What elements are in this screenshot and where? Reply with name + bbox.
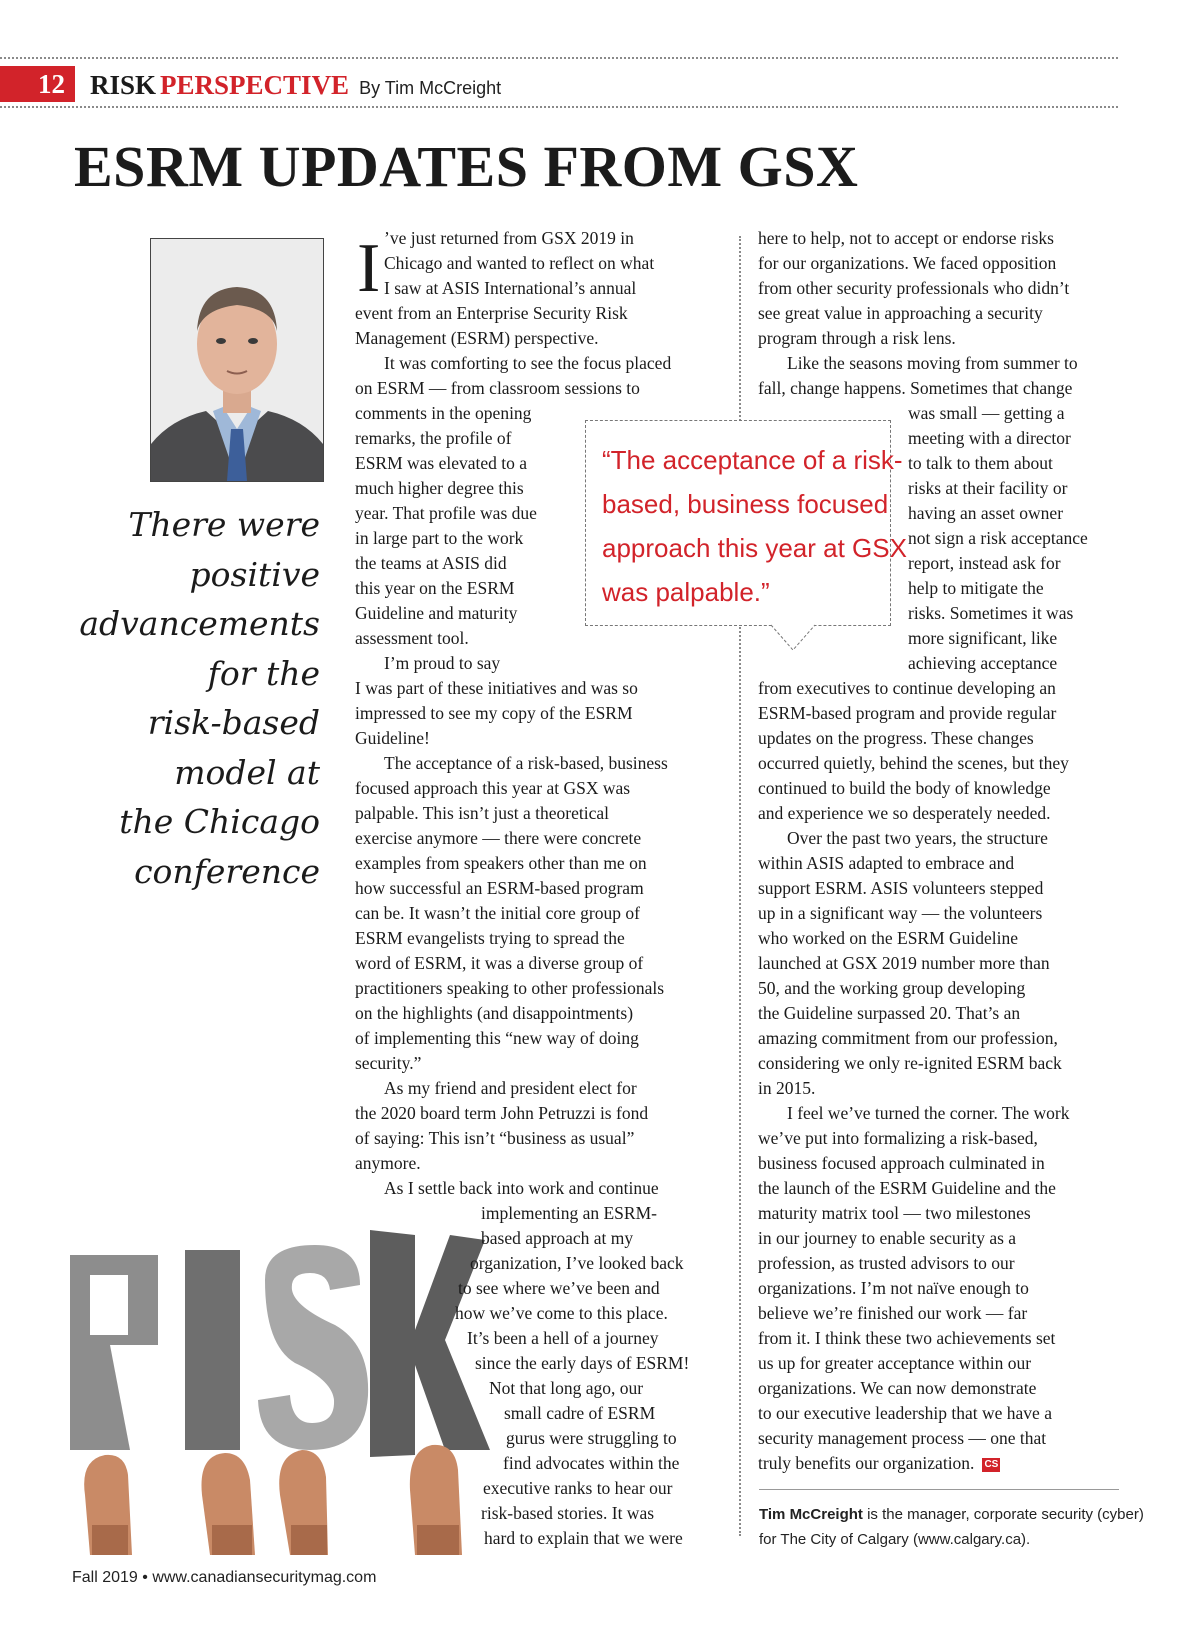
body-line: having an asset owner bbox=[908, 503, 1064, 523]
body-line: continued to build the body of knowledge bbox=[758, 778, 1051, 798]
body-line: see great value in approaching a security bbox=[758, 303, 1043, 323]
pull-quote-line: risk-based bbox=[147, 703, 320, 742]
body-line: profession, as trusted advisors to our bbox=[758, 1253, 1015, 1273]
body-line: Not that long ago, our bbox=[489, 1378, 644, 1398]
body-line: examples from speakers other than me on bbox=[355, 853, 647, 873]
body-line: was small — getting a bbox=[908, 403, 1065, 423]
body-line: support ESRM. ASIS volunteers stepped bbox=[758, 878, 1044, 898]
body-line: Chicago and wanted to reflect on what bbox=[384, 253, 655, 273]
body-line bbox=[758, 1451, 1088, 1476]
header-top-rule bbox=[0, 57, 1118, 59]
body-line: assessment tool. bbox=[355, 628, 469, 648]
body-line: anymore. bbox=[355, 1153, 421, 1173]
body-line: Over the past two years, the structure bbox=[787, 828, 1048, 848]
body-line: exercise anymore — there were concrete bbox=[355, 828, 642, 848]
author-photo bbox=[150, 238, 324, 482]
body-line: executive ranks to hear our bbox=[483, 1478, 673, 1498]
body-line: Guideline and maturity bbox=[355, 603, 518, 623]
body-line: much higher degree this bbox=[355, 478, 524, 498]
byline: By Tim McCreight bbox=[359, 78, 502, 98]
bio-name: Tim McCreight bbox=[759, 1506, 863, 1523]
body-line: palpable. This isn’t just a theoretical bbox=[355, 803, 610, 823]
body-line: meeting with a director bbox=[908, 428, 1071, 448]
body-line: ESRM evangelists trying to spread the bbox=[355, 928, 625, 948]
header-bottom-rule bbox=[0, 106, 1118, 108]
body-line: in large part to the work bbox=[355, 528, 524, 548]
body-line: believe we’re finished our work — far bbox=[758, 1303, 1028, 1323]
body-line: can be. It wasn’t the initial core group of bbox=[355, 903, 640, 923]
body-line: based approach at my bbox=[481, 1228, 634, 1248]
body-line: updates on the progress. These changes bbox=[758, 728, 1034, 748]
body-line: gurus were struggling to bbox=[506, 1428, 677, 1448]
author-bio bbox=[759, 1502, 1144, 1552]
pull-quote-line: positive bbox=[189, 554, 320, 594]
body-column-2 bbox=[758, 226, 1088, 1476]
article-title: ESRM UPDATES FROM GSX bbox=[74, 134, 859, 199]
end-mark-logo: CS bbox=[984, 1459, 999, 1470]
page-footer: Fall 2019 • www.canadiansecuritymag.com bbox=[72, 1569, 377, 1586]
body-line: the 2020 board term John Petruzzi is fond bbox=[355, 1103, 649, 1123]
callout-line: “The acceptance of a risk- bbox=[602, 445, 903, 475]
body-line: year. That profile was due bbox=[355, 503, 537, 523]
body-line: Management (ESRM) perspective. bbox=[355, 328, 599, 348]
body-line: this year on the ESRM bbox=[355, 578, 515, 598]
body-line: launched at GSX 2019 number more than bbox=[758, 953, 1050, 973]
body-line: It’s been a hell of a journey bbox=[467, 1328, 659, 1348]
body-line: practitioners speaking to other professionals bbox=[355, 978, 665, 998]
pull-quote-line: conference bbox=[134, 851, 320, 891]
body-line: from other security professionals who didn’t bbox=[758, 278, 1070, 298]
body-line: I’m proud to say bbox=[384, 653, 501, 673]
bio-line-2: for The City of Calgary (www.calgary.ca). bbox=[759, 1531, 1031, 1548]
body-line: for our organizations. We faced opposition bbox=[758, 253, 1057, 273]
body-line: 50, and the working group developing bbox=[758, 978, 1026, 998]
body-line: small cadre of ESRM bbox=[504, 1403, 656, 1423]
body-line: on ESRM — from classroom sessions to bbox=[355, 378, 640, 398]
body-line: amazing commitment from our profession, bbox=[758, 1028, 1058, 1048]
body-line: I saw at ASIS International’s annual bbox=[384, 278, 637, 298]
pull-quote bbox=[70, 500, 320, 896]
body-line: security.” bbox=[355, 1053, 422, 1073]
body-line: here to help, not to accept or endorse risks bbox=[758, 228, 1054, 248]
body-line: from executives to continue developing an bbox=[758, 678, 1056, 698]
pull-quote-line: There were bbox=[128, 505, 320, 544]
body-line: Like the seasons moving from summer to bbox=[787, 353, 1078, 373]
body-line: impressed to see my copy of the ESRM bbox=[355, 703, 633, 723]
body-line: Guideline! bbox=[355, 728, 430, 748]
body-line: to see where we’ve been and bbox=[458, 1278, 660, 1298]
section-word-risk: RISK bbox=[90, 70, 157, 100]
body-line: ’ve just returned from GSX 2019 in bbox=[384, 228, 634, 248]
body-line: on the highlights (and disappointments) bbox=[355, 1003, 634, 1023]
body-line: the Guideline surpassed 20. That’s an bbox=[758, 1003, 1021, 1023]
body-line: organization, I’ve looked back bbox=[470, 1253, 684, 1273]
body-line: event from an Enterprise Security Risk bbox=[355, 303, 628, 323]
body-line: hard to explain that we were bbox=[484, 1528, 683, 1548]
body-line: us up for greater acceptance within our bbox=[758, 1353, 1032, 1373]
body-line: how we’ve come to this place. bbox=[455, 1303, 668, 1323]
body-line: achieving acceptance bbox=[908, 653, 1058, 673]
body-line: security management process — one that bbox=[758, 1428, 1047, 1448]
body-line: ESRM-based program and provide regular bbox=[758, 703, 1057, 723]
body-line: occurred quietly, behind the scenes, but they bbox=[758, 753, 1069, 773]
body-line: As my friend and president elect for bbox=[384, 1078, 637, 1098]
body-line: who worked on the ESRM Guideline bbox=[758, 928, 1019, 948]
body-line: risks at their facility or bbox=[908, 478, 1068, 498]
body-line: maturity matrix tool — two milestones bbox=[758, 1203, 1031, 1223]
body-line: to our executive leadership that we have a bbox=[758, 1403, 1052, 1423]
body-line: to talk to them about bbox=[908, 453, 1053, 473]
body-line: in 2015. bbox=[758, 1078, 816, 1098]
body-line: comments in the opening bbox=[355, 403, 532, 423]
body-line: fall, change happens. Sometimes that change bbox=[758, 378, 1073, 398]
body-line: program through a risk lens. bbox=[758, 328, 956, 348]
body-line: I was part of these initiatives and was so bbox=[355, 678, 638, 698]
body-line: ESRM was elevated to a bbox=[355, 453, 528, 473]
body-line: The acceptance of a risk-based, business bbox=[384, 753, 668, 773]
bio-line-1 bbox=[759, 1502, 1144, 1527]
pull-quote-line: advancements bbox=[79, 604, 320, 643]
body-line: find advocates within the bbox=[503, 1453, 680, 1473]
body-line: how successful an ESRM-based program bbox=[355, 878, 644, 898]
body-line: we’ve put into formalizing a risk-based, bbox=[758, 1128, 1038, 1148]
body-line-text: truly benefits our organization. bbox=[758, 1453, 975, 1473]
body-line: up in a significant way — the volunteers bbox=[758, 903, 1043, 923]
pull-quote-line: model at bbox=[174, 752, 320, 792]
body-line: within ASIS adapted to embrace and bbox=[758, 853, 1015, 873]
body-line: remarks, the profile of bbox=[355, 428, 512, 448]
pull-quote-line: for the bbox=[207, 653, 320, 693]
body-line: and experience we so desperately needed. bbox=[758, 803, 1051, 823]
body-line: It was comforting to see the focus placed bbox=[384, 353, 672, 373]
body-line: risks. Sometimes it was bbox=[908, 603, 1074, 623]
callout-line: was palpable.” bbox=[602, 577, 770, 607]
body-line: organizations. We can now demonstrate bbox=[758, 1378, 1037, 1398]
body-line: since the early days of ESRM! bbox=[475, 1353, 690, 1373]
drop-cap: I bbox=[357, 230, 381, 307]
body-line: of implementing this “new way of doing bbox=[355, 1028, 639, 1048]
body-line: risk-based stories. It was bbox=[481, 1503, 655, 1523]
pull-quote-line: the Chicago bbox=[119, 802, 320, 841]
body-line: from it. I think these two achievements set bbox=[758, 1328, 1056, 1348]
body-line: of saying: This isn’t “business as usual” bbox=[355, 1128, 635, 1148]
body-line: not sign a risk acceptance bbox=[908, 528, 1088, 548]
body-line: the launch of the ESRM Guideline and the bbox=[758, 1178, 1056, 1198]
body-line: business focused approach culminated in bbox=[758, 1153, 1045, 1173]
body-line: report, instead ask for bbox=[908, 553, 1061, 573]
body-line: considering we only re-ignited ESRM back bbox=[758, 1053, 1062, 1073]
bio-text: is the manager, corporate security (cyber) bbox=[862, 1506, 1144, 1523]
callout-line: approach this year at GSX bbox=[602, 533, 907, 563]
callout-line: based, business focused bbox=[602, 489, 889, 519]
body-line: implementing an ESRM- bbox=[481, 1203, 657, 1223]
page-number: 12 bbox=[0, 66, 75, 102]
body-line: more significant, like bbox=[908, 628, 1058, 648]
body-line: I feel we’ve turned the corner. The work bbox=[787, 1103, 1070, 1123]
body-line: in our journey to enable security as a bbox=[758, 1228, 1017, 1248]
body-line: As I settle back into work and continue bbox=[384, 1178, 659, 1198]
section-word-perspective: PERSPECTIVE bbox=[160, 70, 350, 100]
body-line: the teams at ASIS did bbox=[355, 553, 507, 573]
body-line: organizations. I’m not naïve enough to bbox=[758, 1278, 1029, 1298]
body-line: help to mitigate the bbox=[908, 578, 1044, 598]
body-line: focused approach this year at GSX was bbox=[355, 778, 631, 798]
section-header bbox=[90, 66, 501, 102]
bio-rule bbox=[759, 1489, 1119, 1490]
body-line: word of ESRM, it was a diverse group of bbox=[355, 953, 644, 973]
